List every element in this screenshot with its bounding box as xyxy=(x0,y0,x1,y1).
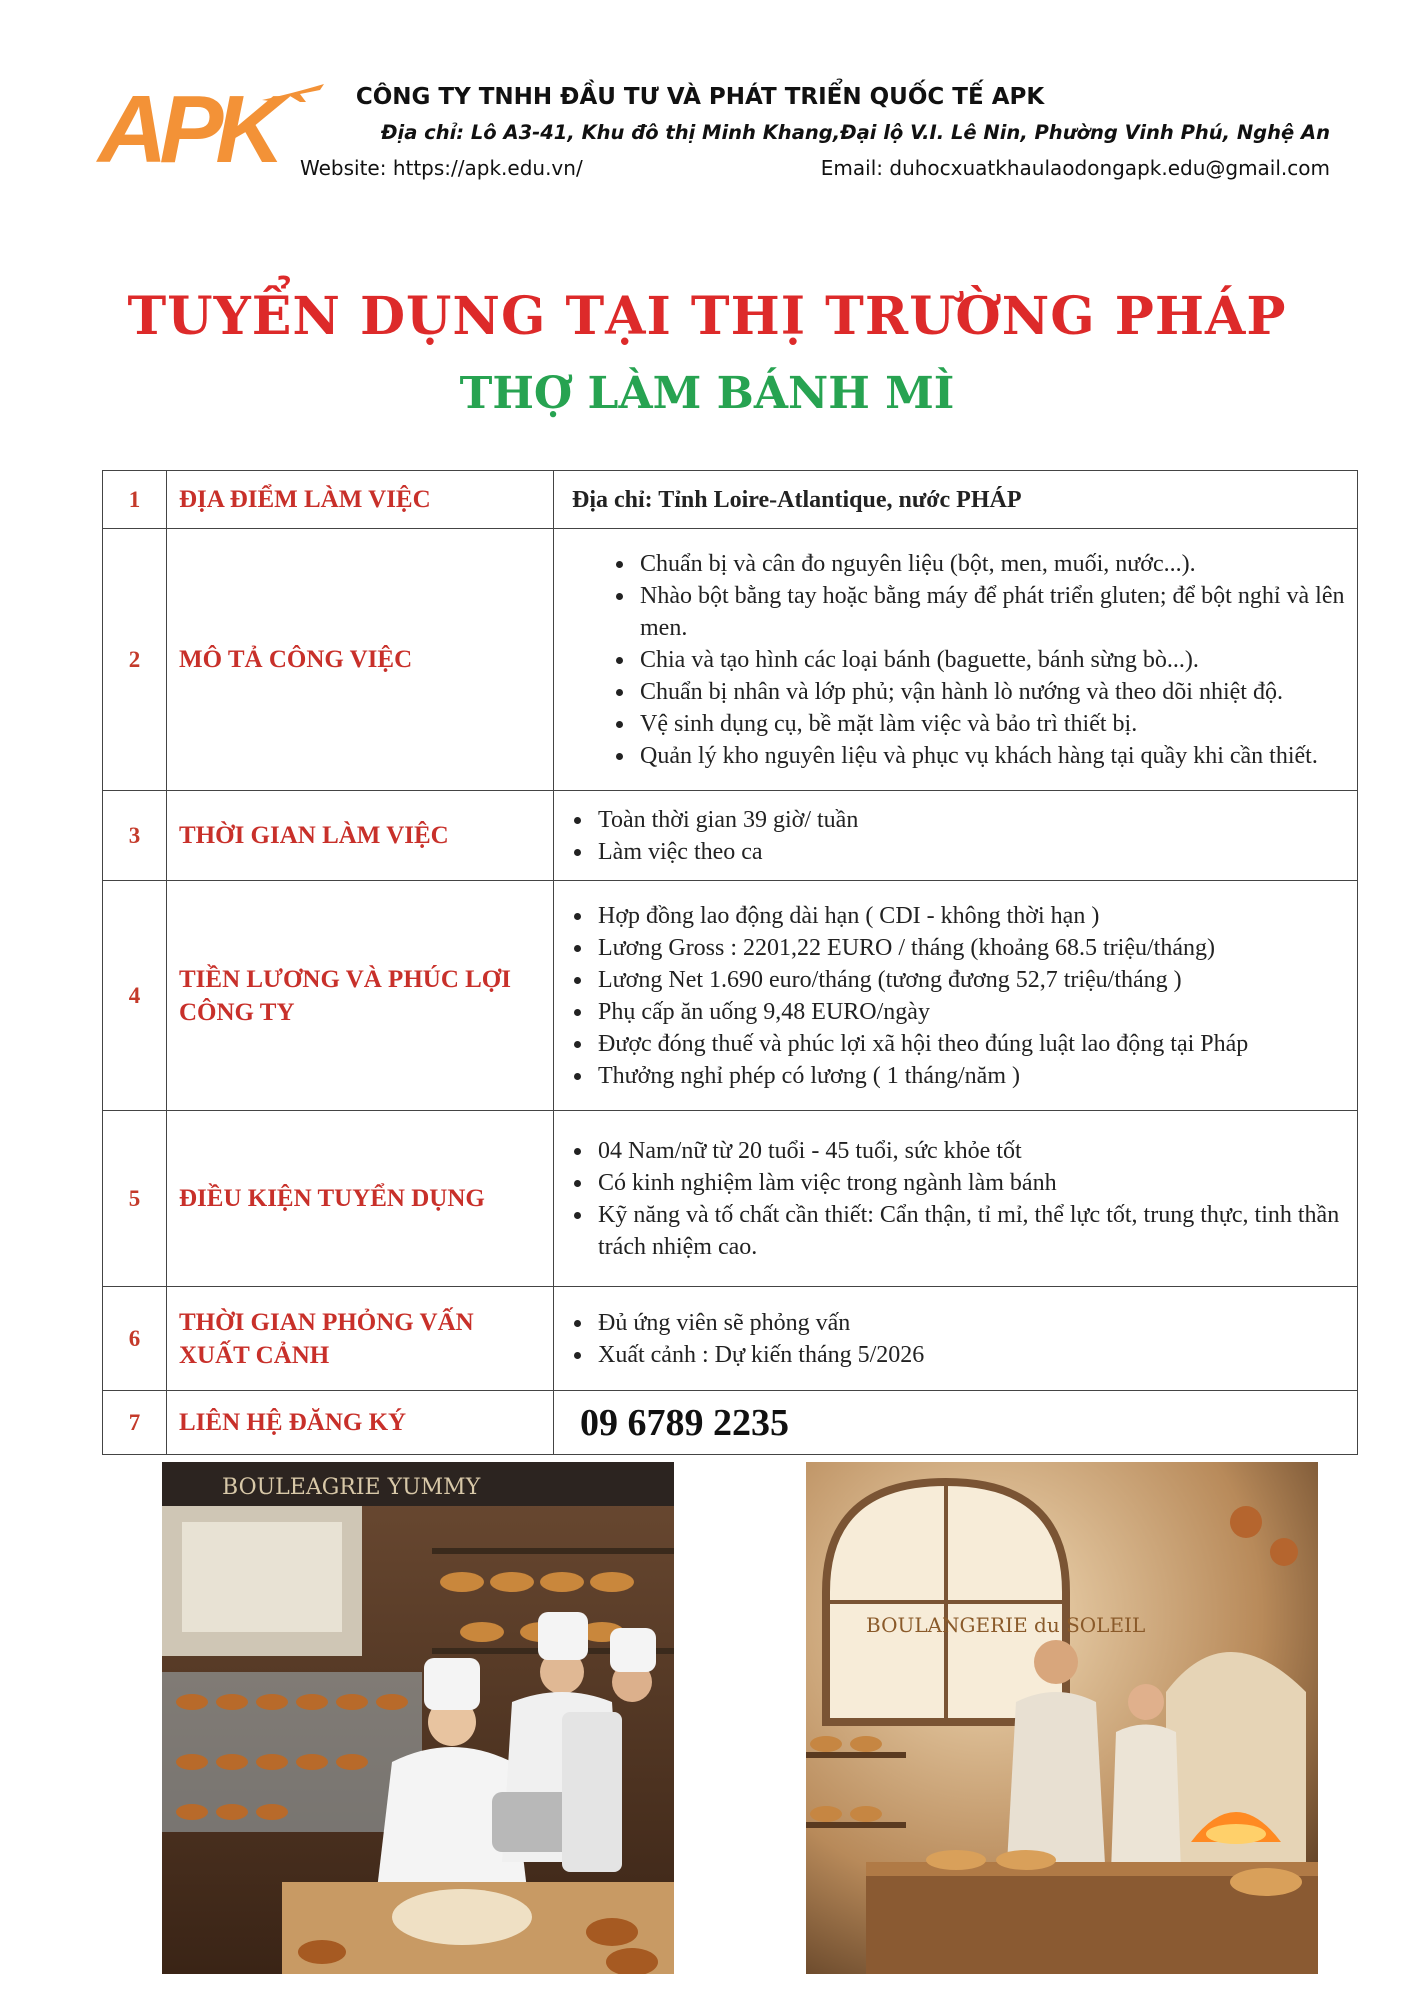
logo-text: APK xyxy=(98,76,277,183)
list-item: • Chuẩn bị và cân đo nguyên liệu (bột, men, muối, nước...). xyxy=(636,548,1345,580)
table-row xyxy=(103,529,1358,791)
company-email[interactable]: Email: duhocxuatkhaulaodongapk.edu@gmail.com xyxy=(820,156,1330,180)
requirements-list xyxy=(572,1135,1345,1263)
salary-benefits-list xyxy=(572,900,1345,1092)
list-item: • Toàn thời gian 39 giờ/ tuần xyxy=(594,804,1345,836)
table-row xyxy=(103,1287,1358,1391)
row-number: 3 xyxy=(103,791,167,881)
bakery-photo-right xyxy=(806,1462,1318,1974)
table-row xyxy=(103,881,1358,1111)
row-number: 5 xyxy=(103,1111,167,1287)
company-website[interactable]: Website: https://apk.edu.vn/ xyxy=(300,156,583,180)
list-item: • Thưởng nghỉ phép có lương ( 1 tháng/năm ) xyxy=(594,1060,1345,1092)
job-title: THỢ LÀM BÁNH MÌ xyxy=(459,368,955,419)
table-row xyxy=(103,791,1358,881)
list-item: • Lương Gross : 2201,22 EURO / tháng (khoảng 68.5 triệu/tháng) xyxy=(594,932,1345,964)
list-item: • 04 Nam/nữ từ 20 tuổi - 45 tuổi, sức khỏe tốt xyxy=(594,1135,1345,1167)
row-label: THỜI GIAN PHỎNG VẤN XUẤT CẢNH xyxy=(167,1287,554,1391)
work-location: Địa chỉ: Tỉnh Loire-Atlantique, nước PHÁP xyxy=(572,486,1022,513)
row-label: THỜI GIAN LÀM VIỆC xyxy=(167,791,554,881)
contact-phone[interactable]: 09 6789 2235 xyxy=(580,1401,789,1444)
list-item: • Phụ cấp ăn uống 9,48 EURO/ngày xyxy=(594,996,1345,1028)
list-item: • Đủ ứng viên sẽ phỏng vấn xyxy=(594,1307,1345,1339)
list-item: • Được đóng thuế và phúc lợi xã hội theo đúng luật lao động tại Pháp xyxy=(594,1028,1345,1060)
shop-sign-text: BOULEAGRIE YUMMY xyxy=(222,1475,481,1500)
list-item: • Làm việc theo ca xyxy=(594,836,1345,868)
company-name: CÔNG TY TNHH ĐẦU TƯ VÀ PHÁT TRIỂN QUỐC TẾ APK xyxy=(355,84,1045,110)
job-description-list xyxy=(572,548,1345,772)
list-item: • Hợp đồng lao động dài hạn ( CDI - không thời hạn ) xyxy=(594,900,1345,932)
list-item: • Chuẩn bị nhân và lớp phủ; vận hành lò nướng và theo dõi nhiệt độ. xyxy=(636,676,1345,708)
row-label: ĐỊA ĐIỂM LÀM VIỆC xyxy=(167,471,554,529)
list-item: • Vệ sinh dụng cụ, bề mặt làm việc và bảo trì thiết bị. xyxy=(636,708,1345,740)
row-label: LIÊN HỆ ĐĂNG KÝ xyxy=(167,1391,554,1455)
list-item: • Kỹ năng và tố chất cần thiết: Cẩn thận, tỉ mỉ, thể lực tốt, trung thực, tinh thần trách nhiệm cao. xyxy=(594,1199,1345,1263)
row-number: 2 xyxy=(103,529,167,791)
table-row xyxy=(103,1111,1358,1287)
row-number: 4 xyxy=(103,881,167,1111)
company-logo xyxy=(98,76,323,183)
table-row xyxy=(103,471,1358,529)
list-item: • Có kinh nghiệm làm việc trong ngành làm bánh xyxy=(594,1167,1345,1199)
row-label: TIỀN LƯƠNG VÀ PHÚC LỢI CÔNG TY xyxy=(167,881,554,1111)
job-info-table xyxy=(102,470,1358,1455)
table-row xyxy=(103,1391,1358,1455)
list-item: • Nhào bột bằng tay hoặc bằng máy để phát triển gluten; để bột nghỉ và lên men. xyxy=(636,580,1345,644)
interview-schedule-list xyxy=(572,1307,1345,1371)
list-item: • Lương Net 1.690 euro/tháng (tương đương 52,7 triệu/tháng ) xyxy=(594,964,1345,996)
row-number: 1 xyxy=(103,471,167,529)
row-number: 6 xyxy=(103,1287,167,1391)
list-item: • Chia và tạo hình các loại bánh (baguette, bánh sừng bò...). xyxy=(636,644,1345,676)
row-number: 7 xyxy=(103,1391,167,1455)
row-label: MÔ TẢ CÔNG VIỆC xyxy=(167,529,554,791)
bakery-photo-left xyxy=(162,1462,674,1974)
company-address: Địa chỉ: Lô A3-41, Khu đô thị Minh Khang,Đại lộ V.I. Lê Nin, Phường Vinh Phú, Nghệ An xyxy=(381,121,1330,144)
row-label: ĐIỀU KIỆN TUYỂN DỤNG xyxy=(167,1111,554,1287)
shop-sign-text: BOULANGERIE du SOLEIL xyxy=(866,1613,1146,1637)
list-item: • Quản lý kho nguyên liệu và phục vụ khách hàng tại quầy khi cần thiết. xyxy=(636,740,1345,772)
page-title: TUYỂN DỤNG TẠI THỊ TRƯỜNG PHÁP xyxy=(127,286,1287,347)
working-time-list xyxy=(572,804,1345,868)
list-item: • Xuất cảnh : Dự kiến tháng 5/2026 xyxy=(594,1339,1345,1371)
